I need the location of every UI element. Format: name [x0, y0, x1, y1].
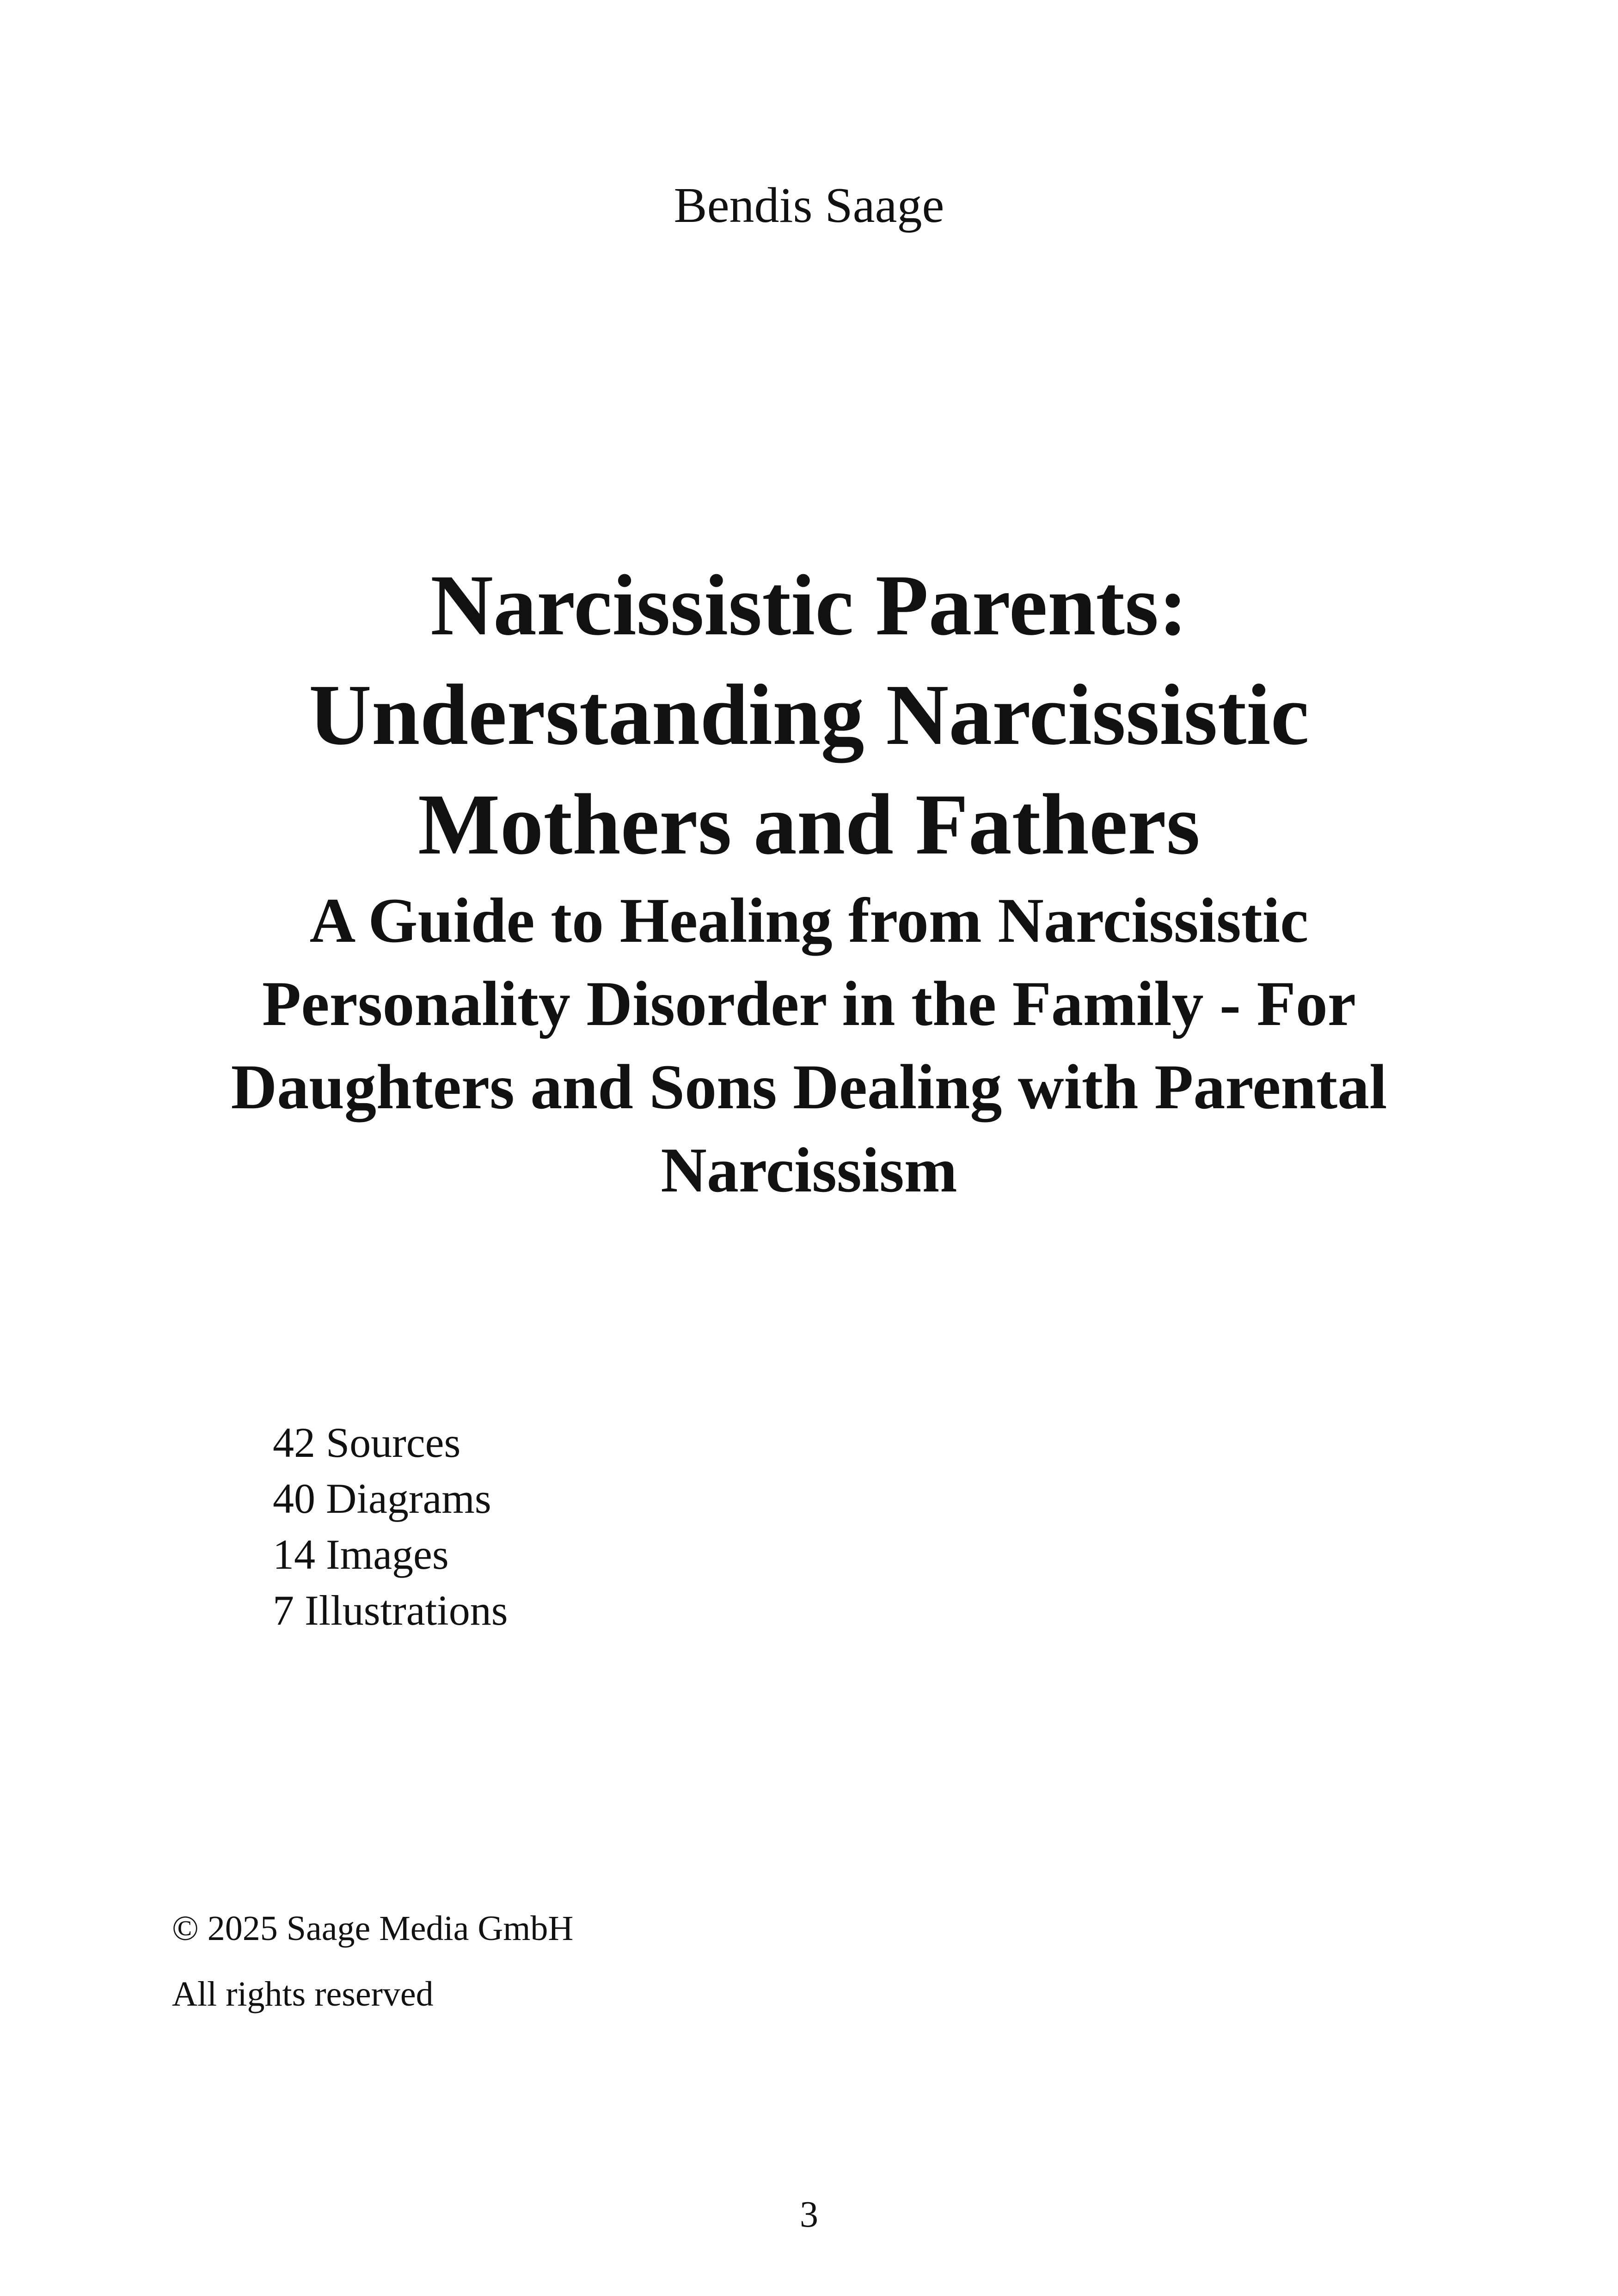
stat-diagrams: 40 Diagrams	[273, 1475, 491, 1522]
title-block	[116, 550, 1502, 1212]
page-number: 3	[800, 2194, 818, 2235]
book-title	[116, 550, 1502, 879]
subtitle-line: A Guide to Healing from Narcissistic	[309, 885, 1309, 956]
content-stats-list	[273, 1415, 508, 1639]
subtitle-line: Narcissism	[661, 1135, 957, 1205]
rights-reserved: All rights reserved	[172, 1975, 434, 2014]
stat-illustrations: 7 Illustrations	[273, 1587, 508, 1634]
book-subtitle	[116, 879, 1502, 1212]
title-line: Narcissistic Parents:	[430, 557, 1188, 653]
legal-notice	[172, 1907, 573, 2015]
subtitle-line: Daughters and Sons Dealing with Parental	[231, 1051, 1387, 1122]
subtitle-line: Personality Disorder in the Family - For	[262, 968, 1356, 1039]
title-line: Understanding Narcissistic	[309, 666, 1309, 763]
stat-images: 14 Images	[273, 1531, 449, 1578]
stat-sources: 42 Sources	[273, 1419, 461, 1466]
title-line: Mothers and Fathers	[418, 776, 1200, 872]
author-name: Bendis Saage	[674, 178, 944, 233]
copyright-notice: © 2025 Saage Media GmbH	[172, 1909, 574, 1948]
